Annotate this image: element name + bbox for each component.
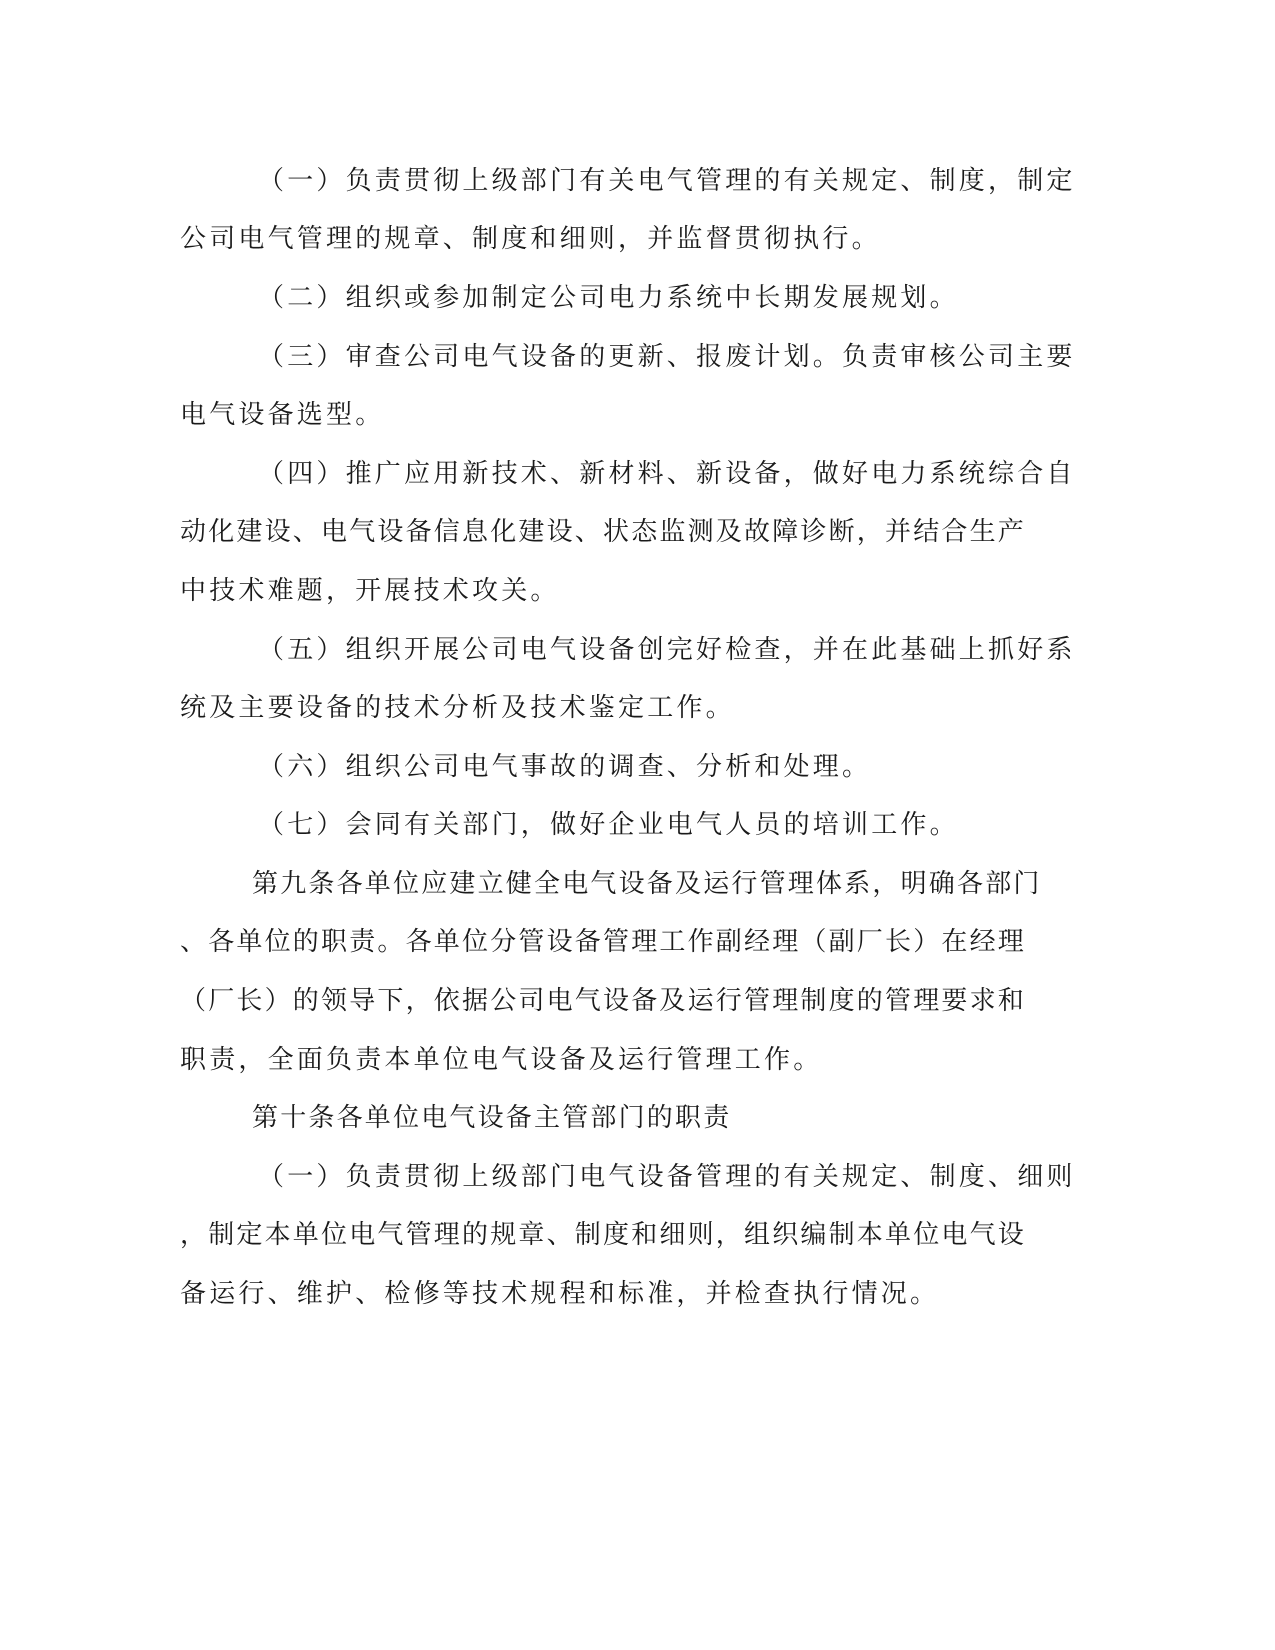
paragraph-line: 动化建设、电气设备信息化建设、状态监测及故障诊断，并结合生产 bbox=[180, 517, 1027, 547]
paragraph-line: 、各单位的职责。各单位分管设备管理工作副经理（副厂长）在经理 bbox=[180, 927, 1027, 957]
paragraph-line: （三）审查公司电气设备的更新、报废计划。负责审核公司主要 bbox=[258, 342, 1076, 372]
paragraph-line: （四）推广应用新技术、新材料、新设备，做好电力系统综合自 bbox=[258, 459, 1076, 489]
paragraph-line: （七）会同有关部门，做好企业电气人员的培训工作。 bbox=[258, 810, 959, 840]
paragraph-line: （一）负责贯彻上级部门有关电气管理的有关规定、制度，制定 bbox=[258, 166, 1076, 196]
paragraph-line: 备运行、维护、检修等技术规程和标准，并检查执行情况。 bbox=[180, 1279, 940, 1309]
paragraph-line: （二）组织或参加制定公司电力系统中长期发展规划。 bbox=[258, 283, 959, 313]
paragraph-line: 统及主要设备的技术分析及技术鉴定工作。 bbox=[180, 693, 735, 723]
paragraph-line: （六）组织公司电气事故的调查、分析和处理。 bbox=[258, 752, 872, 782]
paragraph-line: 中技术难题，开展技术攻关。 bbox=[180, 576, 560, 606]
paragraph-line: （厂长）的领导下，依据公司电气设备及运行管理制度的管理要求和 bbox=[180, 986, 1027, 1016]
paragraph-line: （五）组织开展公司电气设备创完好检查，并在此基础上抓好系 bbox=[258, 635, 1076, 665]
article-heading-line: 第十条各单位电气设备主管部门的职责 bbox=[252, 1103, 732, 1133]
paragraph-line: ，制定本单位电气管理的规章、制度和细则，组织编制本单位电气设 bbox=[180, 1220, 1027, 1250]
paragraph-line: 公司电气管理的规章、制度和细则，并监督贯彻执行。 bbox=[180, 224, 881, 254]
article-heading-line: 第九条各单位应建立健全电气设备及运行管理体系，明确各部门 bbox=[252, 869, 1042, 899]
paragraph-line: 职责，全面负责本单位电气设备及运行管理工作。 bbox=[180, 1045, 823, 1075]
paragraph-line: 电气设备选型。 bbox=[180, 400, 385, 430]
paragraph-line: （一）负责贯彻上级部门电气设备管理的有关规定、制度、细则 bbox=[258, 1162, 1076, 1192]
